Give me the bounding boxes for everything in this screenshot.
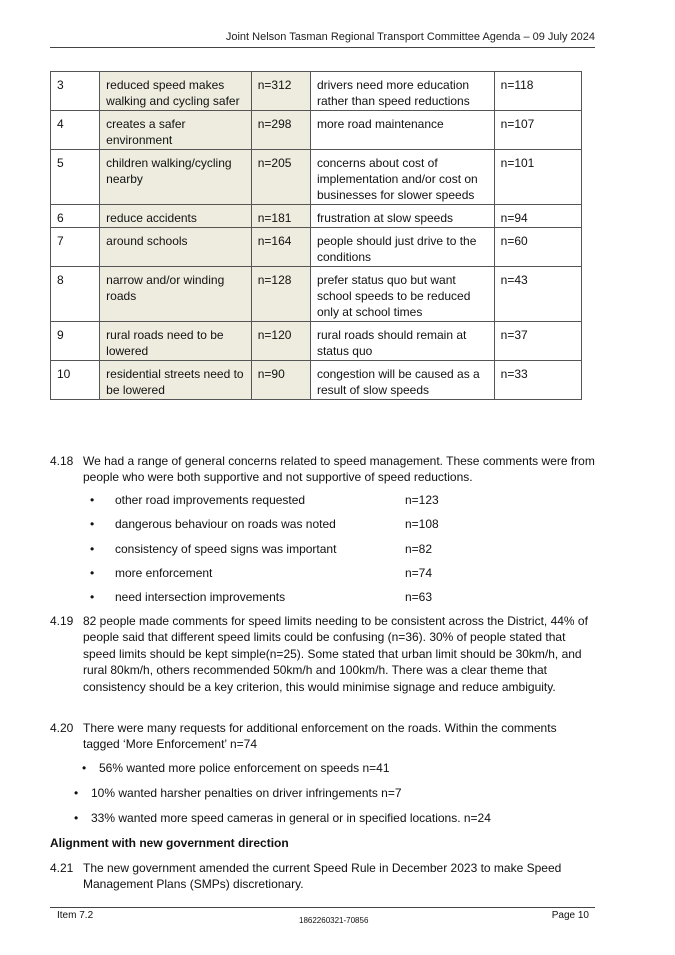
paragraph-number: 4.19 — [50, 614, 74, 628]
support-reason-cell: rural roads need to be lowered — [100, 322, 252, 361]
footer-item-ref: Item 7.2 — [57, 910, 94, 921]
support-count-cell: n=120 — [251, 322, 310, 361]
table-row — [51, 361, 582, 400]
paragraph-text: We had a range of general concerns related to speed management. These comments were from people who were both supportive and not supportive of speed reductions. — [83, 454, 595, 485]
support-reason-cell: narrow and/or winding roads — [100, 267, 252, 322]
rank-cell: 6 — [51, 205, 100, 228]
list-item: • consistency of speed signs was important n=82 — [90, 542, 433, 556]
support-reason-cell: creates a safer environment — [100, 111, 252, 150]
rank-cell: 10 — [51, 361, 100, 400]
concern-reason-cell: frustration at slow speeds — [310, 205, 494, 228]
concern-count-cell: n=37 — [494, 322, 581, 361]
table-row — [51, 228, 582, 267]
concern-count-cell: n=94 — [494, 205, 581, 228]
support-reason-cell: residential streets need to be lowered — [100, 361, 252, 400]
paragraph-text: The new government amended the current Speed Rule in December 2023 to make Speed Management Plans (SMPs) discretionary. — [83, 861, 562, 892]
paragraph-text: There were many requests for additional enforcement on the roads. Within the comments tagged ‘More Enforcement’ n=74 — [83, 721, 557, 752]
concern-count-cell: n=107 — [494, 111, 581, 150]
support-count-cell: n=312 — [251, 72, 310, 111]
concern-reason-cell: people should just drive to the conditions — [310, 228, 494, 267]
support-count-cell: n=205 — [251, 150, 310, 205]
concern-reason-cell: rural roads should remain at status quo — [310, 322, 494, 361]
paragraph-4-21 — [50, 860, 595, 893]
paragraph-number: 4.20 — [50, 721, 74, 735]
paragraph-text: 82 people made comments for speed limits needing to be consistent across the District, 44% of people said that different speed limits could be confusing (n=36). 30% of people stated that speed limits should be kept simple(n=25). Some stated that urban limit should be 30km/h, and rural 80km/h, others recommended 50km/h and 100km/h. There was a clear theme that consistency should be a key criterion, this would minimise signage and reduce ambiguity. — [83, 614, 588, 694]
concern-reason-cell: more road maintenance — [310, 111, 494, 150]
table-row — [51, 111, 582, 150]
concern-count-cell: n=33 — [494, 361, 581, 400]
footer-page-number: Page 10 — [551, 910, 589, 921]
concern-reason-cell: prefer status quo but want school speeds to be reduced only at school times — [310, 267, 494, 322]
list-item: • more enforcement n=74 — [90, 566, 433, 580]
rank-cell: 5 — [51, 150, 100, 205]
concern-reason-cell: concerns about cost of implementation and/or cost on businesses for slower speeds — [310, 150, 494, 205]
support-count-cell: n=298 — [251, 111, 310, 150]
paragraph-4-18 — [50, 453, 595, 486]
support-reason-cell: reduce accidents — [100, 205, 252, 228]
support-reason-cell: around schools — [100, 228, 252, 267]
support-reason-cell: children walking/cycling nearby — [100, 150, 252, 205]
concern-count-cell: n=118 — [494, 72, 581, 111]
concern-reason-cell: congestion will be caused as a result of slow speeds — [310, 361, 494, 400]
support-count-cell: n=128 — [251, 267, 310, 322]
rank-cell: 8 — [51, 267, 100, 322]
header-title: Joint Nelson Tasman Regional Transport Committee Agenda – 09 July 2024 — [225, 31, 595, 43]
rank-cell: 3 — [51, 72, 100, 111]
list-item: • other road improvements requested n=123 — [90, 493, 439, 507]
concern-count-cell: n=60 — [494, 228, 581, 267]
list-item: • dangerous behaviour on roads was noted n=108 — [90, 517, 439, 531]
support-reason-cell: reduced speed makes walking and cycling safer — [100, 72, 252, 111]
section-heading: Alignment with new government direction — [50, 836, 289, 850]
rank-cell: 9 — [51, 322, 100, 361]
concern-reason-cell: drivers need more education rather than speed reductions — [310, 72, 494, 111]
table-row — [51, 72, 582, 111]
list-item: • need intersection improvements n=63 — [90, 590, 433, 604]
speed-comments-table — [50, 71, 582, 400]
footer-divider — [50, 907, 595, 908]
paragraph-number: 4.18 — [50, 454, 74, 468]
concern-count-cell: n=43 — [494, 267, 581, 322]
support-count-cell: n=181 — [251, 205, 310, 228]
table-row — [51, 267, 582, 322]
support-count-cell: n=90 — [251, 361, 310, 400]
rank-cell: 4 — [51, 111, 100, 150]
header-divider — [50, 47, 595, 48]
table-row — [51, 322, 582, 361]
paragraph-4-20 — [50, 720, 595, 753]
rank-cell: 7 — [51, 228, 100, 267]
concern-count-cell: n=101 — [494, 150, 581, 205]
support-count-cell: n=164 — [251, 228, 310, 267]
table-row — [51, 150, 582, 205]
paragraph-4-19 — [50, 613, 595, 695]
paragraph-number: 4.21 — [50, 861, 74, 875]
footer-doc-id: 1862260321-70856 — [299, 916, 369, 925]
table-row — [51, 205, 582, 228]
